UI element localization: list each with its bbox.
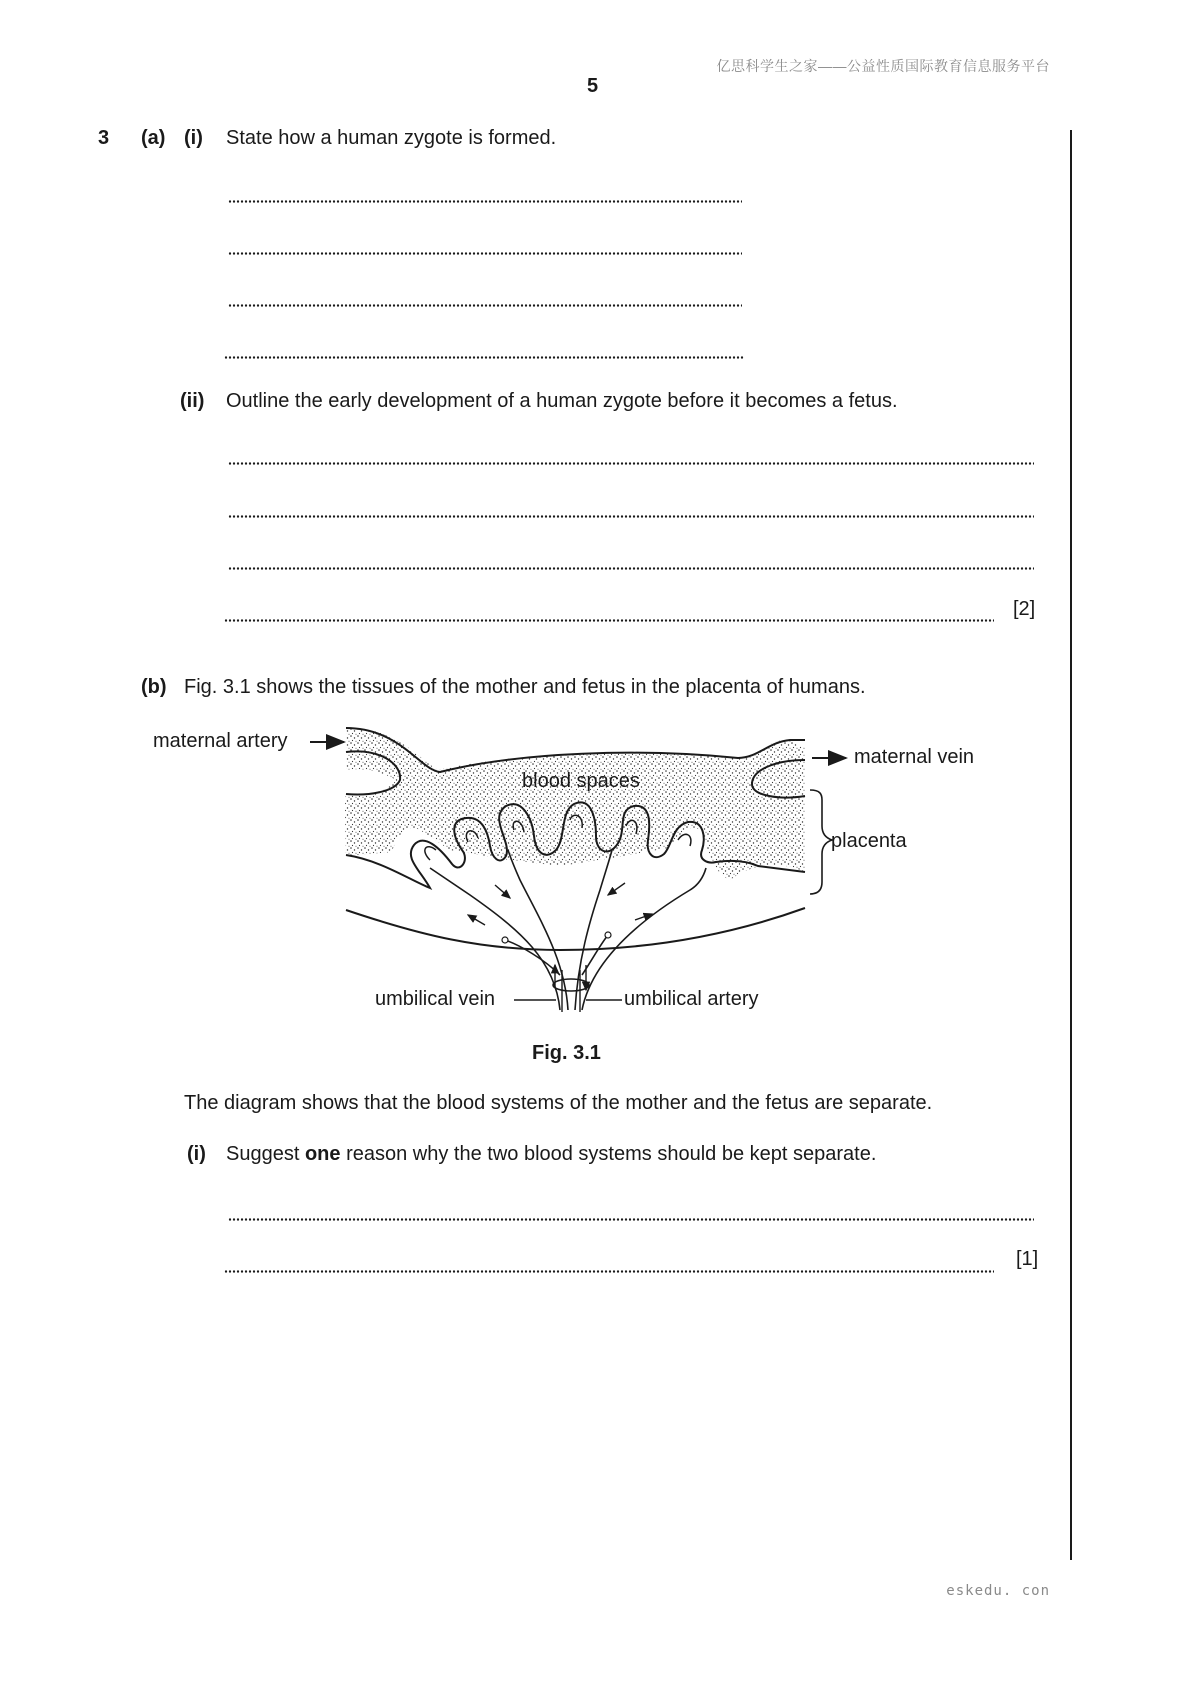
part-a-label: (a): [141, 127, 166, 149]
label-placenta: placenta: [831, 830, 907, 852]
footer-site: eskedu. con: [946, 1583, 1050, 1599]
question-number: 3: [98, 127, 110, 149]
marks-allocation: [1]: [1016, 1248, 1039, 1270]
label-maternal-vein: maternal vein: [854, 746, 975, 768]
label-umbilical-vein: umbilical vein: [375, 988, 496, 1010]
watermark-header: 亿思科学生之家——公益性质国际教育信息服务平台: [716, 58, 1050, 74]
label-maternal-artery: maternal artery: [153, 730, 288, 752]
part-b-label: (b): [141, 676, 167, 698]
part-b-statement: The diagram shows that the blood systems of the mother and the fetus are separate.: [184, 1092, 933, 1114]
marks-allocation: [2]: [1013, 598, 1036, 620]
part-b-i-label: (i): [187, 1143, 206, 1165]
part-b-intro: Fig. 3.1 shows the tissues of the mother and fetus in the placenta of humans.: [184, 676, 866, 698]
label-blood-spaces: blood spaces: [522, 770, 640, 792]
label-umbilical-artery: umbilical artery: [624, 988, 759, 1010]
part-a-ii-question: Outline the early development of a human zygote before it becomes a fetus.: [226, 390, 898, 412]
part-a-ii-label: (ii): [180, 390, 205, 412]
part-a-i-question: State how a human zygote is formed.: [226, 127, 557, 149]
part-a-i-label: (i): [184, 127, 203, 149]
answer-line[interactable]: [224, 1270, 994, 1273]
figure-caption: Fig. 3.1: [532, 1042, 601, 1064]
page-number: 5: [587, 75, 599, 97]
answer-line[interactable]: [228, 1218, 1034, 1221]
part-b-i-question: Suggest one reason why the two blood systems should be kept separate.: [226, 1143, 877, 1165]
